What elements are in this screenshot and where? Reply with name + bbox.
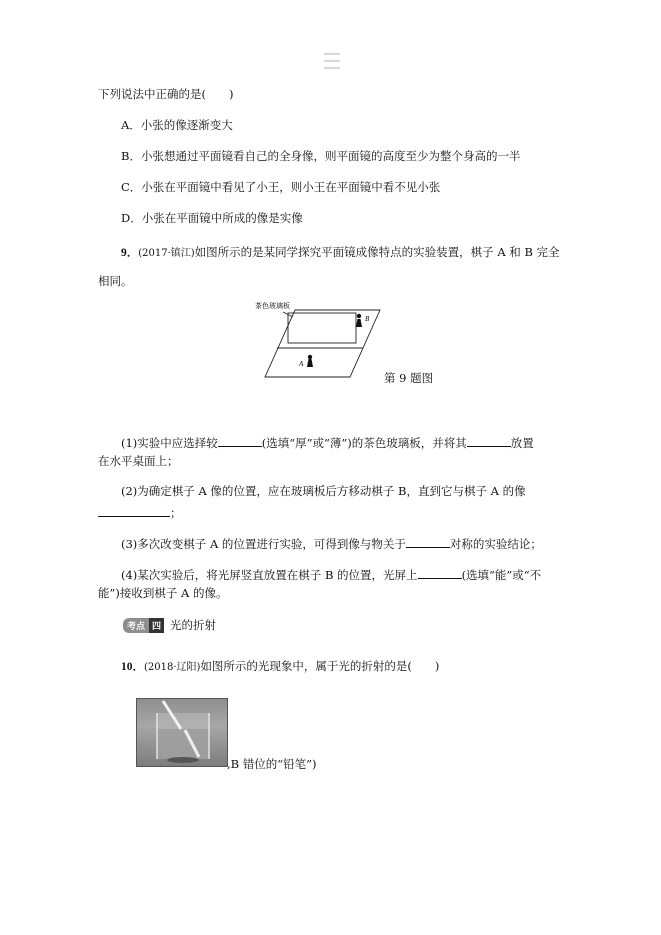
pencil-in-water-photo: [136, 698, 228, 767]
answer-blank-1[interactable]: [218, 435, 262, 447]
photo-caption: ,B 错位的“铅笔”): [227, 757, 317, 771]
q9-line2: 相同。: [98, 274, 133, 288]
q9-sub4-a: (4)某次实验后，将光屏竖直放置在棋子 B 的位置，光屏上: [121, 568, 418, 582]
q10-text: 如图所示的光现象中，属于光的折射的是( ): [200, 659, 440, 673]
pencil-photo-drawing: [137, 699, 227, 766]
q9-sub3-a: (3)多次改变棋子 A 的位置进行实验，可得到像与物关于: [121, 537, 406, 551]
header-mark: ☰: [322, 50, 342, 75]
figure-label-b: B: [365, 315, 370, 323]
chess-piece-a: [307, 355, 313, 367]
q9-sub3: [121, 536, 542, 552]
q9-sub1-c: 放置: [510, 436, 534, 450]
figure-label-a: A: [299, 360, 304, 368]
q9-sub4-line2: 能”)接收到棋子 A 的像。: [98, 586, 228, 600]
q9-figure: [255, 300, 385, 385]
answer-blank-4[interactable]: [406, 536, 450, 548]
q9-sub2-end: ；: [170, 506, 182, 520]
q9-sub4-b: (选填“能”或“不: [461, 568, 542, 582]
q10-line: [121, 658, 439, 674]
question-intro: 下列说法中正确的是( ): [98, 87, 234, 101]
q9-sub1-a: (1)实验中应选择较: [121, 436, 218, 450]
q9-sub3-b: 对称的实验结论；: [449, 537, 542, 551]
q9-source: (2017·镇江): [138, 248, 195, 259]
figure-label-glass: 茶色玻璃板: [255, 302, 290, 310]
table-plane: [265, 310, 380, 377]
chess-piece-b: [356, 314, 362, 327]
q9-line1: [121, 244, 560, 260]
q9-sub2-line1: (2)为确定棋子 A 像的位置，应在玻璃板后方移动棋子 B，直到它与棋子 A 的像: [121, 484, 526, 498]
glass-plate: [288, 313, 356, 343]
q10-number: 10．: [121, 661, 144, 673]
q9-sub1-b: (选填“厚”或“薄”)的茶色玻璃板，并将其: [261, 436, 467, 450]
answer-blank-2[interactable]: [467, 435, 511, 447]
topic-title: 光的折射: [170, 618, 217, 632]
q9-sub1-line2: 在水平桌面上；: [98, 454, 179, 468]
q9-sub4-line1: [121, 567, 541, 583]
answer-blank-5[interactable]: [418, 567, 462, 579]
q9-sub2-line2: [98, 505, 182, 521]
q9-figure-caption: 第 9 题图: [384, 371, 434, 385]
topic-header: [123, 617, 216, 633]
answer-blank-3[interactable]: [98, 505, 170, 517]
option-c: C．小张在平面镜中看见了小王，则小王在平面镜中看不见小张: [121, 180, 441, 194]
option-d: D．小张在平面镜中所成的像是实像: [121, 211, 303, 225]
option-a: A．小张的像逐渐变大: [121, 118, 233, 132]
q9-number: 9．: [121, 247, 139, 259]
topic-badge: 考点: [123, 618, 149, 633]
option-b: B．小张想通过平面镜看自己的全身像，则平面镜的高度至少为整个身高的一半: [121, 149, 521, 163]
q10-source: (2018·辽阳): [144, 662, 201, 673]
water: [157, 729, 209, 759]
q9-sub1-line1: [121, 435, 534, 451]
q9-text-1: 如图所示的是某同学探究平面镜成像特点的实验装置，棋子 A 和 B 完全: [194, 245, 560, 259]
glass-shadow: [167, 757, 199, 763]
topic-badge-number: 四: [149, 618, 164, 633]
